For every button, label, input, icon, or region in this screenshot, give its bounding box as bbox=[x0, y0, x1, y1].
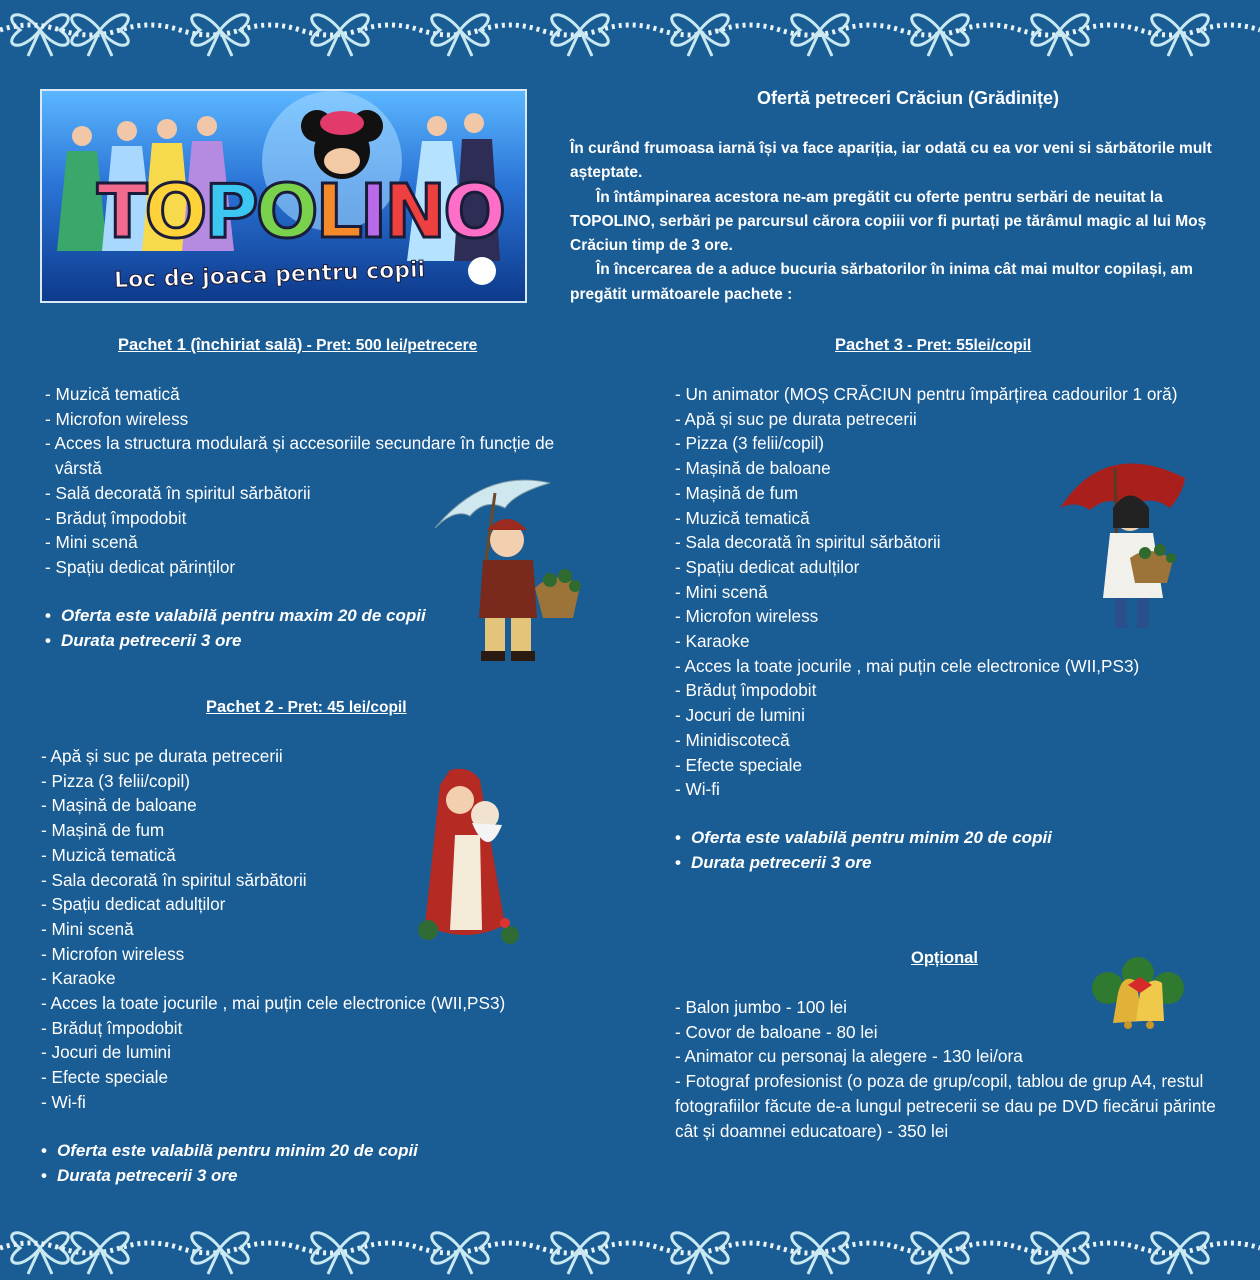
list-item: - Spațiu dedicat adulților bbox=[675, 556, 860, 577]
bottom-garland-ornament bbox=[0, 1218, 1260, 1278]
list-item: - Mașină de baloane bbox=[41, 795, 197, 816]
list-item: - Mașină de baloane bbox=[675, 458, 831, 479]
note-item: • Durata petrecerii 3 ore bbox=[45, 629, 426, 654]
list-item: - Un animator (MOȘ CRĂCIUN pentru împărțirea cadourilor 1 oră) bbox=[675, 384, 1178, 404]
note-item: • Oferta este valabilă pentru minim 20 de copii bbox=[41, 1139, 418, 1164]
pachet3-name: Pachet 3 bbox=[835, 336, 903, 354]
list-item: - Covor de baloane - 80 lei bbox=[675, 1021, 878, 1042]
pachet1-notes bbox=[45, 604, 426, 653]
list-item: - Wi-fi bbox=[41, 1091, 86, 1112]
intro-paragraph: În întâmpinarea acestora ne-am pregătit cu oferte pentru serbări de neuitat la TOPOLINO, serbări pe parcursul cărora copiii vor fi purtați pe tărâmul magic al lui Moș Crăciun timp de 3 ore. bbox=[570, 188, 1207, 255]
list-item: - Efecte speciale bbox=[675, 754, 803, 775]
list-item: - Spațiu dedicat părinților bbox=[45, 556, 236, 577]
list-item: - Jocuri de lumini bbox=[675, 705, 805, 726]
list-item: - Fotograf profesionist (o poza de grup/copil, tablou de grup A4, restul fotografiilor făcute de-a lungul petrecerii se dau pe DVD fiecărui părinte cât și doamnei educatoare) - 350 lei bbox=[675, 1071, 1216, 1141]
pachet2-title bbox=[206, 698, 407, 717]
list-item: - Minidiscotecă bbox=[675, 729, 790, 750]
pachet2-price: - Pret: 45 lei/copil bbox=[273, 699, 407, 716]
santa-child-icon bbox=[410, 765, 525, 950]
list-item: - Mini scenă bbox=[45, 532, 138, 553]
list-item: - Sala decorată în spiritul sărbătorii bbox=[41, 869, 307, 890]
list-item: - Acces la toate jocurile , mai puțin cele electronice (WII,PS3) bbox=[675, 655, 1140, 676]
list-item: - Mașină de fum bbox=[675, 482, 799, 503]
topolino-logo: TOPOLINO bbox=[97, 169, 504, 255]
list-item: - Microfon wireless bbox=[41, 943, 185, 964]
pachet2-name: Pachet 2 bbox=[206, 698, 274, 716]
pachet2-notes bbox=[41, 1139, 418, 1188]
intro-paragraph: În încercarea de a aduce bucuria sărbatorilor în inima cât mai multor copilași, am pregătit următoarele pachete : bbox=[570, 261, 1193, 303]
list-item: - Apă și suc pe durata petrecerii bbox=[41, 746, 283, 766]
list-item: - Muzică tematică bbox=[41, 844, 176, 865]
girl-umbrella-icon bbox=[1055, 448, 1195, 638]
list-item: - Balon jumbo - 100 lei bbox=[675, 997, 847, 1017]
list-item: - Acces la structura modulară și accesoriile secundare în funcție de vârstă bbox=[45, 433, 555, 479]
top-garland-ornament bbox=[0, 0, 1260, 60]
intro-text bbox=[570, 137, 1230, 307]
banner-tagline: Loc de joaca pentru copii bbox=[113, 257, 426, 294]
list-item: - Muzică tematică bbox=[675, 507, 810, 528]
page-title: Ofertă petreceri Crăciun (Grădinițe) bbox=[756, 88, 1060, 108]
list-item: - Mini scenă bbox=[675, 581, 768, 602]
list-item: - Brăduț împodobit bbox=[41, 1017, 183, 1038]
list-item: - Spațiu dedicat adulților bbox=[41, 894, 226, 915]
list-item: - Brăduț împodobit bbox=[45, 507, 187, 528]
list-item: - Animator cu personaj la alegere - 130 lei/ora bbox=[675, 1046, 1023, 1067]
list-item: - Mini scenă bbox=[41, 918, 134, 939]
list-item: - Mașină de fum bbox=[41, 820, 165, 841]
list-item: - Efecte speciale bbox=[41, 1067, 169, 1088]
child-umbrella-icon bbox=[425, 468, 590, 673]
christmas-bells-icon bbox=[1088, 953, 1188, 1033]
pachet1-title bbox=[118, 336, 477, 355]
list-item: - Sala decorată în spiritul sărbătorii bbox=[675, 532, 941, 553]
list-item: - Muzică tematică bbox=[45, 384, 180, 404]
note-item: • Durata petrecerii 3 ore bbox=[675, 851, 1052, 876]
topolino-banner bbox=[40, 89, 527, 303]
list-item: - Pizza (3 felii/copil) bbox=[675, 433, 824, 454]
list-item: - Sală decorată în spiritul sărbătorii bbox=[45, 482, 311, 503]
list-item: - Brăduț împodobit bbox=[675, 680, 817, 701]
note-item: • Durata petrecerii 3 ore bbox=[41, 1164, 418, 1189]
note-item: • Oferta este valabilă pentru maxim 20 de copii bbox=[45, 604, 426, 629]
list-item: - Apă și suc pe durata petrecerii bbox=[675, 408, 917, 429]
pachet3-notes bbox=[675, 826, 1052, 875]
list-item: - Karaoke bbox=[675, 631, 750, 652]
note-item: • Oferta este valabilă pentru minim 20 de copii bbox=[675, 826, 1052, 851]
list-item: - Jocuri de lumini bbox=[41, 1042, 171, 1063]
list-item: - Microfon wireless bbox=[45, 408, 189, 429]
pachet1-name: Pachet 1 (închiriat sală) bbox=[118, 336, 303, 354]
list-item: - Karaoke bbox=[41, 968, 116, 989]
intro-paragraph: În curând frumoasa iarnă își va face apariția, iar odată cu ea vor veni si sărbătorile mult așteptate. bbox=[570, 140, 1212, 182]
pachet3-price: - Pret: 55lei/copil bbox=[902, 337, 1032, 354]
list-item: - Pizza (3 felii/copil) bbox=[41, 770, 190, 791]
list-item: - Wi-fi bbox=[675, 779, 720, 800]
pachet1-price: - Pret: 500 lei/petrecere bbox=[302, 337, 478, 354]
optional-title: Opțional bbox=[911, 949, 978, 967]
list-item: - Microfon wireless bbox=[675, 606, 819, 627]
pachet3-title bbox=[835, 336, 1031, 355]
list-item: - Acces la toate jocurile , mai puțin cele electronice (WII,PS3) bbox=[41, 993, 506, 1014]
